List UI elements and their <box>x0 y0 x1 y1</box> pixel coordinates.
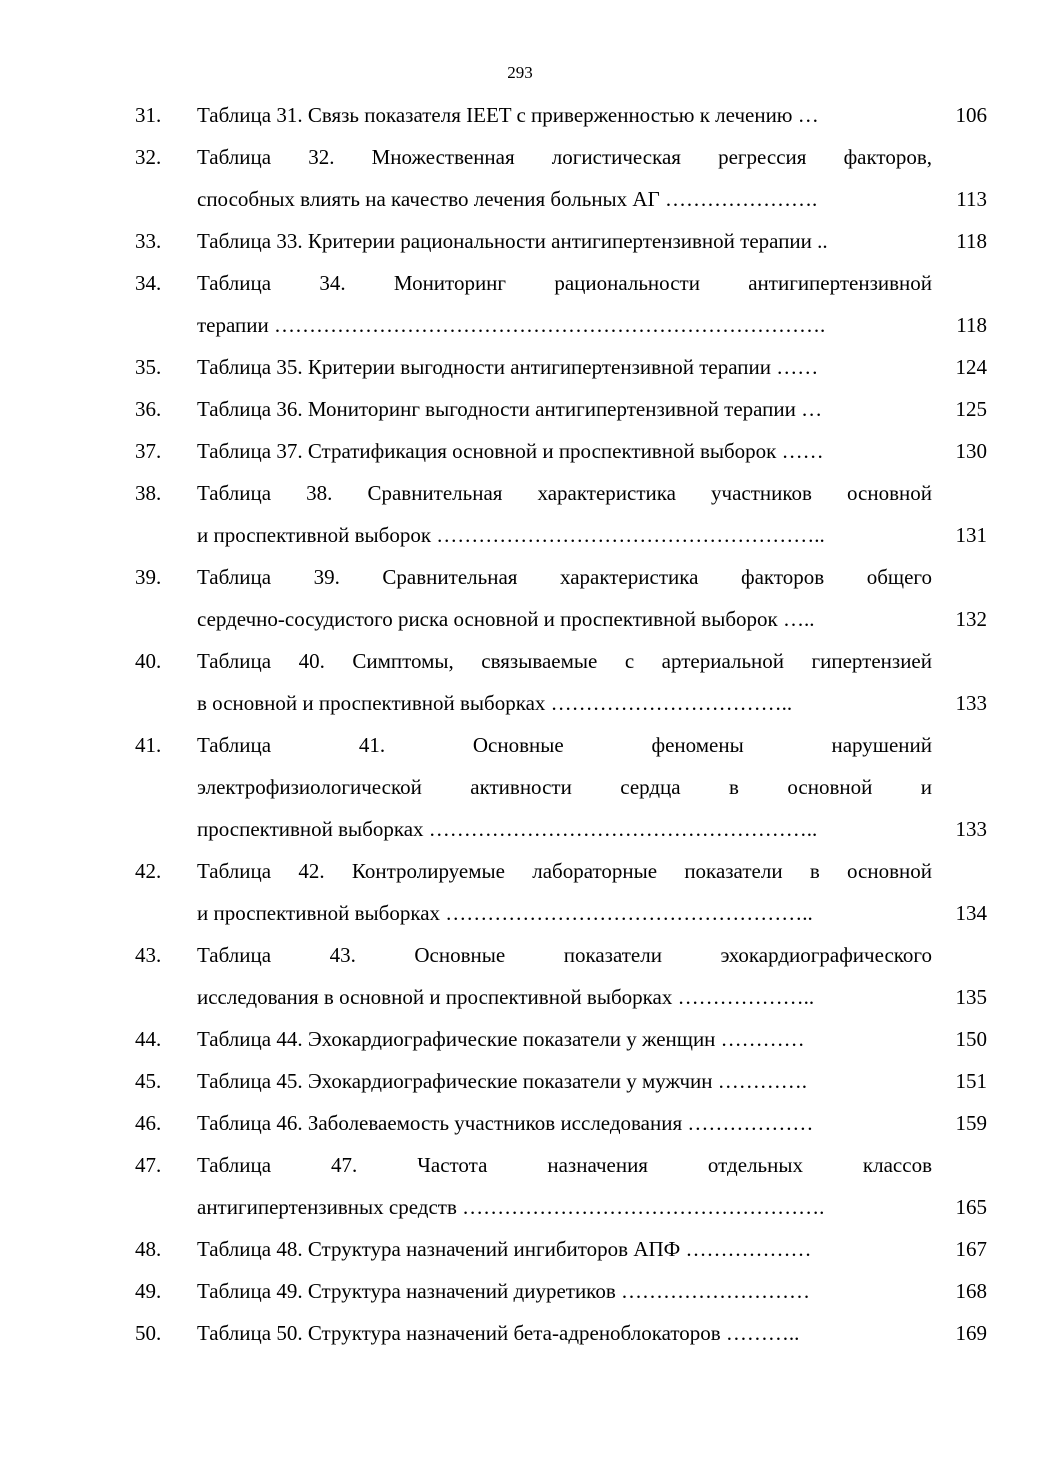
entry-title-line: Таблица 46. Заболеваемость участников исследования ……………… <box>197 1111 814 1135</box>
entry-page-number: 125 <box>955 397 987 421</box>
entry-title-line: Таблица 32. Множественная логистическая регрессия факторов, <box>197 145 932 169</box>
toc-entry <box>0 1270 1040 1312</box>
entry-title <box>197 1312 932 1354</box>
toc-entry <box>0 850 1040 934</box>
entry-number: 31. <box>135 103 162 127</box>
entry-title <box>197 430 932 472</box>
toc-entry <box>0 1144 1040 1228</box>
entry-number: 47. <box>135 1153 162 1177</box>
entry-number: 35. <box>135 355 162 379</box>
entry-page-number: 132 <box>955 607 987 631</box>
entry-title <box>197 472 932 556</box>
entry-title-line: исследования в основной и проспективной выборках ……………….. <box>197 985 815 1009</box>
entry-page-number: 118 <box>956 313 987 337</box>
entry-number: 39. <box>135 565 162 589</box>
entry-number: 41. <box>135 733 162 757</box>
entry-title <box>197 1144 932 1228</box>
entry-title-line: Таблица 45. Эхокардиографические показатели у мужчин …………. <box>197 1069 808 1093</box>
toc-entry <box>0 556 1040 640</box>
entry-title-line: терапии ……………………………………………………………………. <box>197 313 826 337</box>
entry-title-line: проспективной выборках ……………………………………………….. <box>197 817 818 841</box>
entry-page-number: 130 <box>955 439 987 463</box>
entry-title <box>197 346 932 388</box>
toc-entry <box>0 1312 1040 1354</box>
entry-title <box>197 1228 932 1270</box>
entry-page-number: 135 <box>955 985 987 1009</box>
entry-number: 43. <box>135 943 162 967</box>
entry-title <box>197 1060 932 1102</box>
entry-title-line: электрофизиологической активности сердца в основной и <box>197 775 932 799</box>
entry-page-number: 169 <box>955 1321 987 1345</box>
entry-title <box>197 220 932 262</box>
entry-title-line: Таблица 38. Сравнительная характеристика участников основной <box>197 481 932 505</box>
entry-title <box>197 640 932 724</box>
entry-title-line: Таблица 34. Мониторинг рациональности антигипертензивной <box>197 271 932 295</box>
toc-entry <box>0 94 1040 136</box>
entry-title <box>197 136 932 220</box>
entry-title <box>197 1270 932 1312</box>
entry-title-line: Таблица 42. Контролируемые лабораторные показатели в основной <box>197 859 932 883</box>
entry-number: 49. <box>135 1279 162 1303</box>
entry-number: 32. <box>135 145 162 169</box>
entry-title-line: Таблица 50. Структура назначений бета-адреноблокаторов ……….. <box>197 1321 800 1345</box>
entry-page-number: 133 <box>955 817 987 841</box>
entry-title-line: Таблица 43. Основные показатели эхокардиографического <box>197 943 932 967</box>
entry-title-line: Таблица 37. Стратификация основной и проспективной выборок …… <box>197 439 824 463</box>
entry-page-number: 167 <box>955 1237 987 1261</box>
entry-title <box>197 388 932 430</box>
entry-title-line: Таблица 33. Критерии рациональности антигипертензивной терапии .. <box>197 229 828 253</box>
entry-title-line: Таблица 35. Критерии выгодности антигипертензивной терапии …… <box>197 355 819 379</box>
toc-entry <box>0 346 1040 388</box>
entry-page-number: 150 <box>955 1027 987 1051</box>
toc-entry <box>0 640 1040 724</box>
entry-number: 38. <box>135 481 162 505</box>
entry-title <box>197 94 932 136</box>
toc-entry <box>0 724 1040 850</box>
entry-title-line: в основной и проспективной выборках …………………………….. <box>197 691 793 715</box>
toc-entry <box>0 1228 1040 1270</box>
entry-title-line: антигипертензивных средств ……………………………………………. <box>197 1195 825 1219</box>
entry-title-line: Таблица 49. Структура назначений диуретиков ……………………… <box>197 1279 810 1303</box>
entry-title-line: Таблица 36. Мониторинг выгодности антигипертензивной терапии … <box>197 397 823 421</box>
entry-title <box>197 850 932 934</box>
toc-entry <box>0 262 1040 346</box>
entry-number: 44. <box>135 1027 162 1051</box>
entry-page-number: 159 <box>955 1111 987 1135</box>
entry-number: 40. <box>135 649 162 673</box>
entry-title-line: Таблица 31. Связь показателя IEET с приверженностью к лечению … <box>197 103 819 127</box>
entry-title-line: Таблица 39. Сравнительная характеристика факторов общего <box>197 565 932 589</box>
toc-entry <box>0 388 1040 430</box>
entry-title-line: сердечно-сосудистого риска основной и проспективной выборок ….. <box>197 607 815 631</box>
entry-page-number: 133 <box>955 691 987 715</box>
entry-page-number: 106 <box>955 103 987 127</box>
entry-title <box>197 262 932 346</box>
toc-entry <box>0 1060 1040 1102</box>
entry-title-line: Таблица 47. Частота назначения отдельных классов <box>197 1153 932 1177</box>
entry-number: 37. <box>135 439 162 463</box>
entry-page-number: 118 <box>956 229 987 253</box>
toc-entry <box>0 220 1040 262</box>
entry-number: 42. <box>135 859 162 883</box>
toc-entry <box>0 472 1040 556</box>
entry-title-line: Таблица 48. Структура назначений ингибиторов АПФ ……………… <box>197 1237 812 1261</box>
toc-entry <box>0 430 1040 472</box>
entry-number: 45. <box>135 1069 162 1093</box>
entry-number: 34. <box>135 271 162 295</box>
entry-title-line: и проспективной выборок ……………………………………………….. <box>197 523 825 547</box>
entry-number: 36. <box>135 397 162 421</box>
entry-number: 50. <box>135 1321 162 1345</box>
entry-title-line: Таблица 41. Основные феномены нарушений <box>197 733 932 757</box>
entry-number: 48. <box>135 1237 162 1261</box>
toc-entry <box>0 136 1040 220</box>
entry-title-line: и проспективной выборках …………………………………………….. <box>197 901 813 925</box>
entry-page-number: 168 <box>955 1279 987 1303</box>
entry-page-number: 165 <box>955 1195 987 1219</box>
toc-entry <box>0 934 1040 1018</box>
entry-title <box>197 1018 932 1060</box>
entry-title-line: способных влиять на качество лечения больных АГ …………………. <box>197 187 818 211</box>
page-number: 293 <box>507 63 533 82</box>
entry-number: 46. <box>135 1111 162 1135</box>
entry-title-line: Таблица 40. Симптомы, связываемые с артериальной гипертензией <box>197 649 932 673</box>
entry-title <box>197 556 932 640</box>
entry-page-number: 124 <box>955 355 987 379</box>
toc-entry <box>0 1102 1040 1144</box>
toc-entry <box>0 1018 1040 1060</box>
entry-page-number: 113 <box>956 187 987 211</box>
entry-title <box>197 1102 932 1144</box>
entry-title <box>197 724 932 850</box>
entry-page-number: 151 <box>955 1069 987 1093</box>
entry-title-line: Таблица 44. Эхокардиографические показатели у женщин ………… <box>197 1027 805 1051</box>
entry-number: 33. <box>135 229 162 253</box>
table-list <box>0 94 1040 1354</box>
entry-page-number: 131 <box>955 523 987 547</box>
entry-title <box>197 934 932 1018</box>
entry-page-number: 134 <box>955 901 987 925</box>
